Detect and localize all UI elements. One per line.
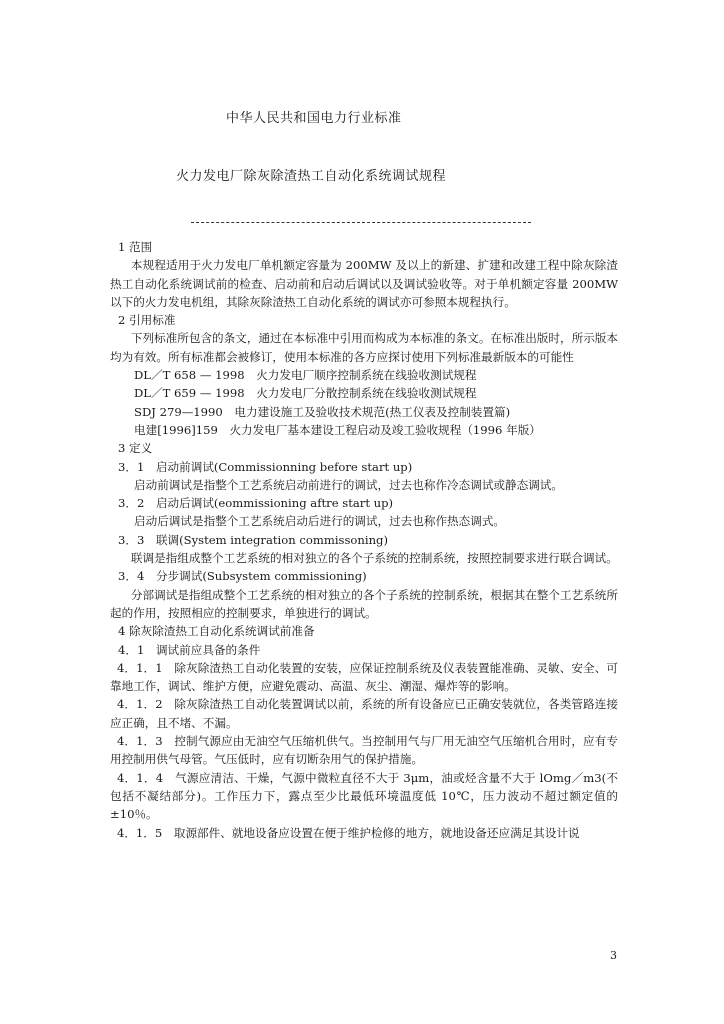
clause: 4．1．1 除灰除渣热工自动化装置的安装，应保证控制系统及仪表装置能准确、灵敏、安全、可靠地工作，调试、维护方便，应避免震动、高温、灰尘、潮湿、爆炸等的影响。 [110,660,618,694]
issuing-organization: 中华人民共和国电力行业标准 [226,111,402,126]
paragraph: 联调是指组成整个工艺系统的相对独立的各个子系统的控制系统，按照控制要求进行联合调试。 [130,551,618,566]
paragraph: 下列标准所包含的条文，通过在本标准中引用而构成为本标准的条文。在标准出版时，所示版本均为有效。所有标准都会被修订，使用本标准的各方应探讨使用下列标准最新版本的可能性 [110,331,618,364]
dashed-divider [191,222,531,223]
paragraph: 启动前调试是指整个工艺系统启动前进行的调试，过去也称作冷态调试或静态调试。 [134,477,563,492]
section-heading: 2 引用标准 [118,313,176,328]
section-heading: 3 定义 [118,441,153,456]
section-heading: 1 范围 [118,240,153,254]
section-heading: 4 除灰除渣热工自动化系统调试前准备 [118,624,315,639]
document-title: 火力发电厂除灰除渣热工自动化系统调试规程 [176,169,447,184]
page-number: 3 [610,949,617,962]
reference-item: DL／T 659 — 1998 火力发电厂分散控制系统在线验收测试规程 [134,386,477,401]
document-body [110,238,618,842]
paragraph: 分部调试是指组成整个工艺系统的相对独立的各个子系统的控制系统，根据其在整个工艺系统所起的作用，按照相应的控制要求，单独进行的调试。 [110,587,618,620]
clause: 4．1．2 除灰除渣热工自动化装置调试以前，系统的所有设备应已正确安装就位，各类管路连接应正确，且不堵、不漏。 [110,697,618,730]
clause: 4．1．3 控制气源应由无油空气压缩机供气。当控制用气与厂用无油空气压缩机合用时，应有专用控制用供气母管。气压低时，应有切断杂用气的保护措施。 [110,734,618,767]
paragraph: 启动后调试是指整个工艺系统启动后进行的调试，过去也称作热态调式。 [134,514,506,529]
reference-item: SDJ 279—1990 电力建设施工及验收技术规范(热工仪表及控制装置篇) [134,404,511,419]
subsection-heading: 3．1 启动前调试(Commissionning before start up) [118,459,413,474]
reference-item: 电建[1996]159 火力发电厂基本建设工程启动及竣工验收规程（1996 年版） [134,422,541,437]
subsection-heading: 3．2 启动后调试(eommissioning aftre start up) [118,496,394,511]
subsection-heading: 3．3 联调(System integration commissoning) [118,532,388,547]
subsection-heading: 3．4 分步调试(Subsystem commissioning) [118,569,367,584]
subsection-heading: 4．1 调试前应具备的条件 [118,642,261,657]
reference-item: DL／T 658 — 1998 火力发电厂顺序控制系统在线验收测试规程 [134,368,477,383]
paragraph: 本规程适用于火力发电厂单机额定容量为 200MW 及以上的新建、扩建和改建工程中除灰除渣热工自动化系统调试前的检查、启动前和启动后调试以及调试验收等。对于单机额定容量 200MW 以下的火力发电机组，其除灰除渣热工自动化系统的调试亦可参照本规程执行。 [110,258,618,309]
clause: 4．1．5 取源部件、就地设备应设置在便于维护检修的地方，就地设备还应满足其设计说 [116,825,580,840]
clause: 4．1．4 气源应清洁、干燥，气源中微粒直径不大于 3μm，油或烃含量不大于 lOmg／m3(不包括不凝结部分)。工作压力下，露点至少比最低环境温度低 10℃，压力波动不超过额定值的±10％。 [110,770,618,822]
